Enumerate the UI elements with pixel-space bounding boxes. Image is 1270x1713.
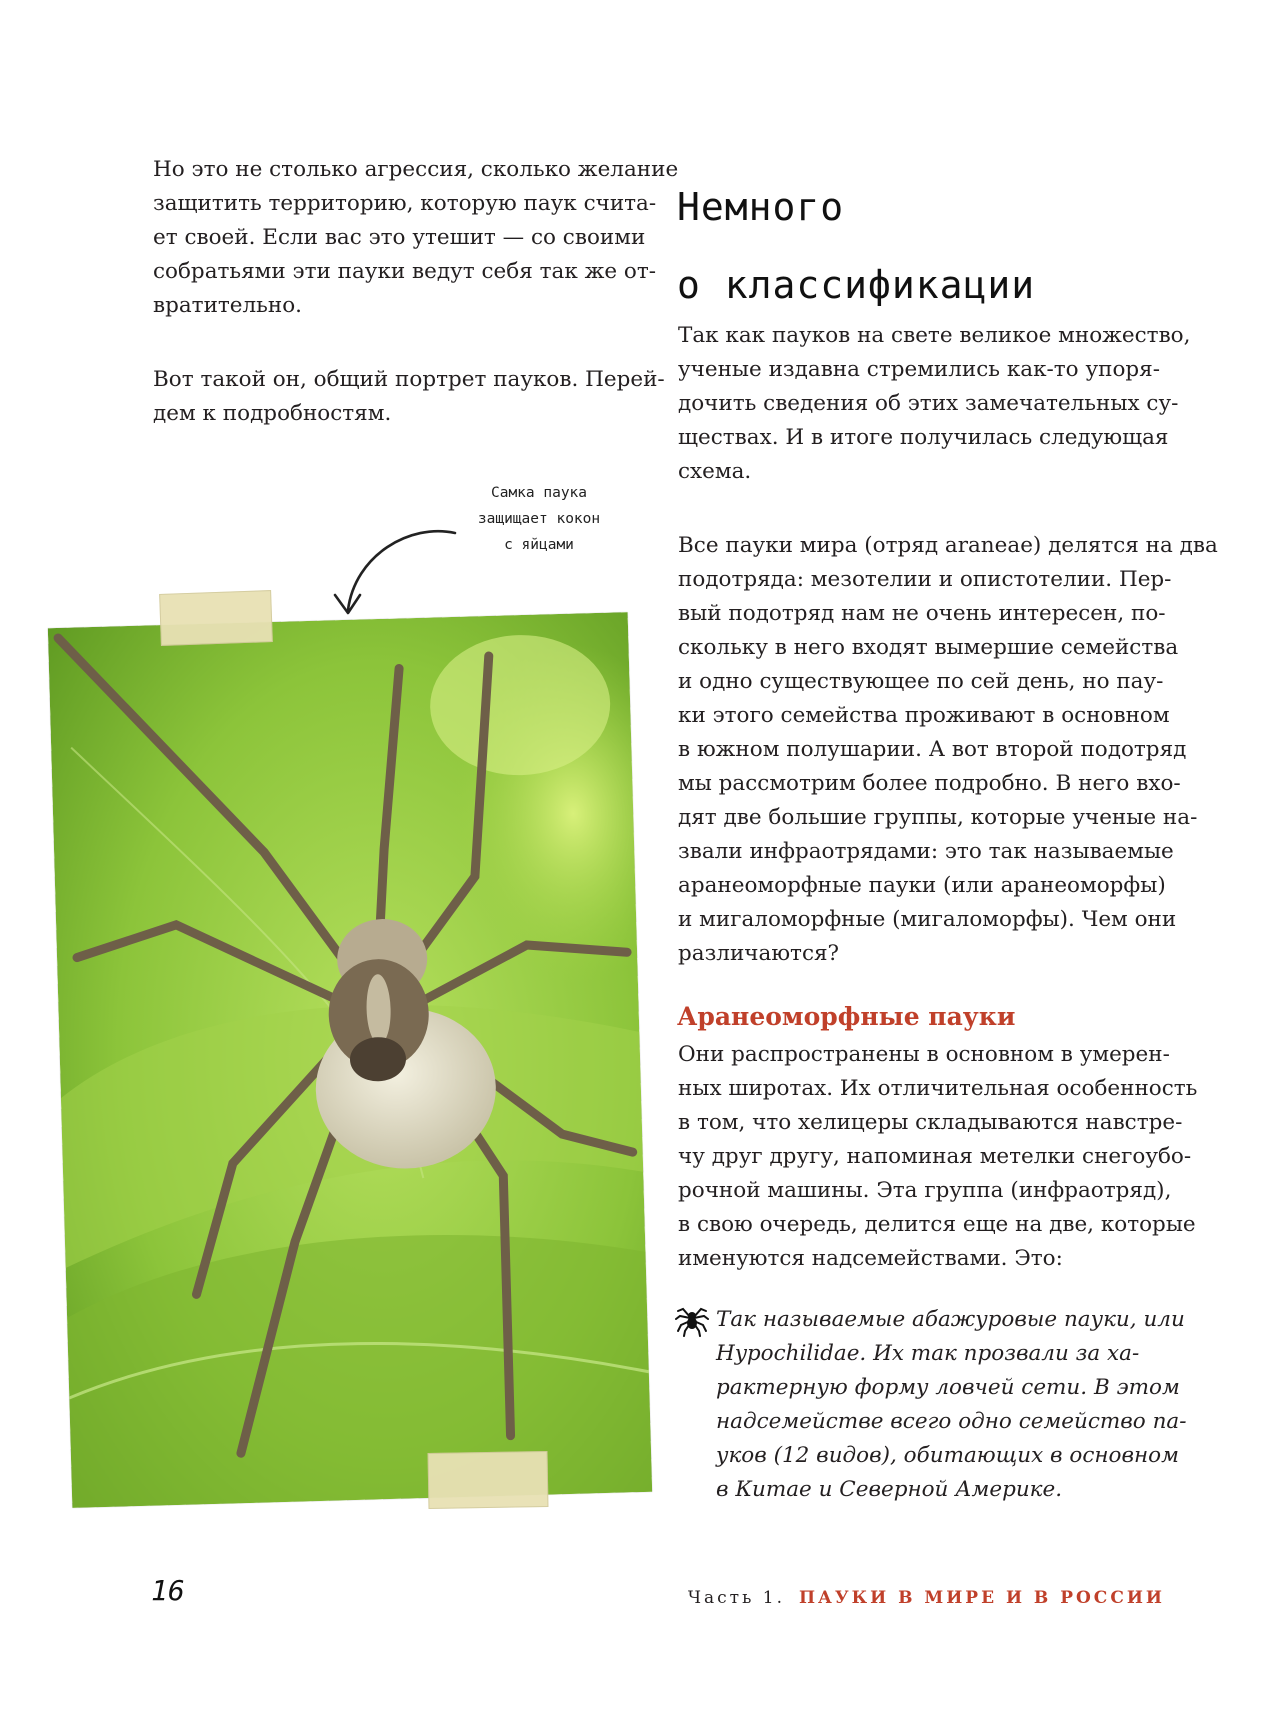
running-head-part: Часть 1.: [687, 1588, 785, 1608]
text-line: Они распространены в основном в умерен-: [678, 1042, 1170, 1067]
text-line: дочить сведения об этих замечательных су-: [678, 391, 1179, 416]
photo-caption: [444, 480, 634, 558]
text-line: именуются надсемействами. Это:: [678, 1246, 1063, 1271]
araneomorph-paragraph: [678, 1038, 1198, 1276]
text-line: ных широтах. Их отличительная особенность: [678, 1076, 1198, 1101]
text-line: Так называемые абажуровые пауки, или: [716, 1307, 1185, 1332]
text-line: мы рассмотрим более подробно. В него вхо-: [678, 771, 1181, 796]
text-line: скольку в него входят вымершие семейства: [678, 635, 1179, 660]
text-line: различаются?: [678, 941, 840, 966]
text-line: вратительно.: [153, 293, 302, 318]
tape-top: [159, 590, 273, 646]
spider-photo: [48, 612, 652, 1508]
text-line: в Китае и Северной Америке.: [716, 1477, 1063, 1502]
heading-line: о классификации: [677, 263, 1036, 307]
classification-intro-paragraph: [678, 319, 1191, 489]
text-line: в свою очередь, делится еще на две, которые: [678, 1212, 1196, 1237]
heading-line: Немного: [677, 185, 845, 229]
spider-bullet-icon: [675, 1303, 709, 1337]
text-line: в южном полушарии. А вот второй подотряд: [678, 737, 1187, 762]
section-heading: [677, 168, 1035, 324]
text-line: ществах. И в итоге получилась следующая: [678, 425, 1169, 450]
text-line: схема.: [678, 459, 752, 484]
text-line: Hypochilidae. Их так прозвали за ха-: [716, 1341, 1140, 1366]
text-line: рочной машины. Эта группа (инфраотряд),: [678, 1178, 1172, 1203]
text-line: рактерную форму ловчей сети. В этом: [716, 1375, 1180, 1400]
suborders-paragraph: [678, 529, 1218, 971]
caption-arrow-icon: [330, 515, 470, 625]
text-line: уков (12 видов), обитающих в основном: [716, 1443, 1179, 1468]
caption-line: защищает кокон: [477, 511, 601, 527]
text-line: вый подотряд нам не очень интересен, по-: [678, 601, 1166, 626]
spider-on-leaf-photo-icon: [48, 612, 652, 1508]
summary-paragraph: [153, 363, 665, 431]
text-line: ученые издавна стремились как-то упоря-: [678, 357, 1160, 382]
text-line: и одно существующее по сей день, но пау-: [678, 669, 1164, 694]
text-line: Все пауки мира (отряд araneae) делятся на два: [678, 533, 1218, 558]
text-line: Так как пауков на свете великое множество,: [678, 323, 1191, 348]
subsection-heading: Аранеоморфные пауки: [677, 1002, 1016, 1031]
text-line: подотряда: мезотелии и опистотелии. Пер-: [678, 567, 1172, 592]
text-line: чу друг другу, напоминая метелки снегоубо-: [678, 1144, 1192, 1169]
text-line: собратьями эти пауки ведут себя так же от-: [153, 259, 657, 284]
text-line: надсемействе всего одно семейство па-: [716, 1409, 1187, 1434]
bullet-item-hypochilidae: [716, 1303, 1187, 1507]
text-line: Вот такой он, общий портрет пауков. Перей-: [153, 367, 665, 392]
text-line: ки этого семейства проживают в основном: [678, 703, 1170, 728]
text-line: ет своей. Если вас это утешит — со своими: [153, 225, 646, 250]
text-line: Но это не столько агрессия, сколько желание: [153, 157, 679, 182]
text-line: дем к подробностям.: [153, 401, 392, 426]
caption-line: с яйцами: [504, 537, 574, 553]
tape-bottom: [428, 1451, 549, 1509]
text-line: в том, что хелицеры складываются навстре-: [678, 1110, 1183, 1135]
text-line: звали инфраотрядами: это так называемые: [678, 839, 1174, 864]
running-head-title: ПАУКИ В МИРЕ И В РОССИИ: [798, 1588, 1165, 1608]
text-line: и мигаломорфные (мигаломорфы). Чем они: [678, 907, 1177, 932]
running-head: [688, 1588, 1165, 1608]
page-number: 16: [151, 1574, 185, 1607]
text-line: аранеоморфные пауки (или аранеоморфы): [678, 873, 1166, 898]
text-line: дят две большие группы, которые ученые на-: [678, 805, 1198, 830]
text-line: защитить территорию, которую паук счита-: [153, 191, 657, 216]
intro-paragraph: [153, 153, 679, 323]
caption-line: Самка паука: [490, 485, 588, 501]
